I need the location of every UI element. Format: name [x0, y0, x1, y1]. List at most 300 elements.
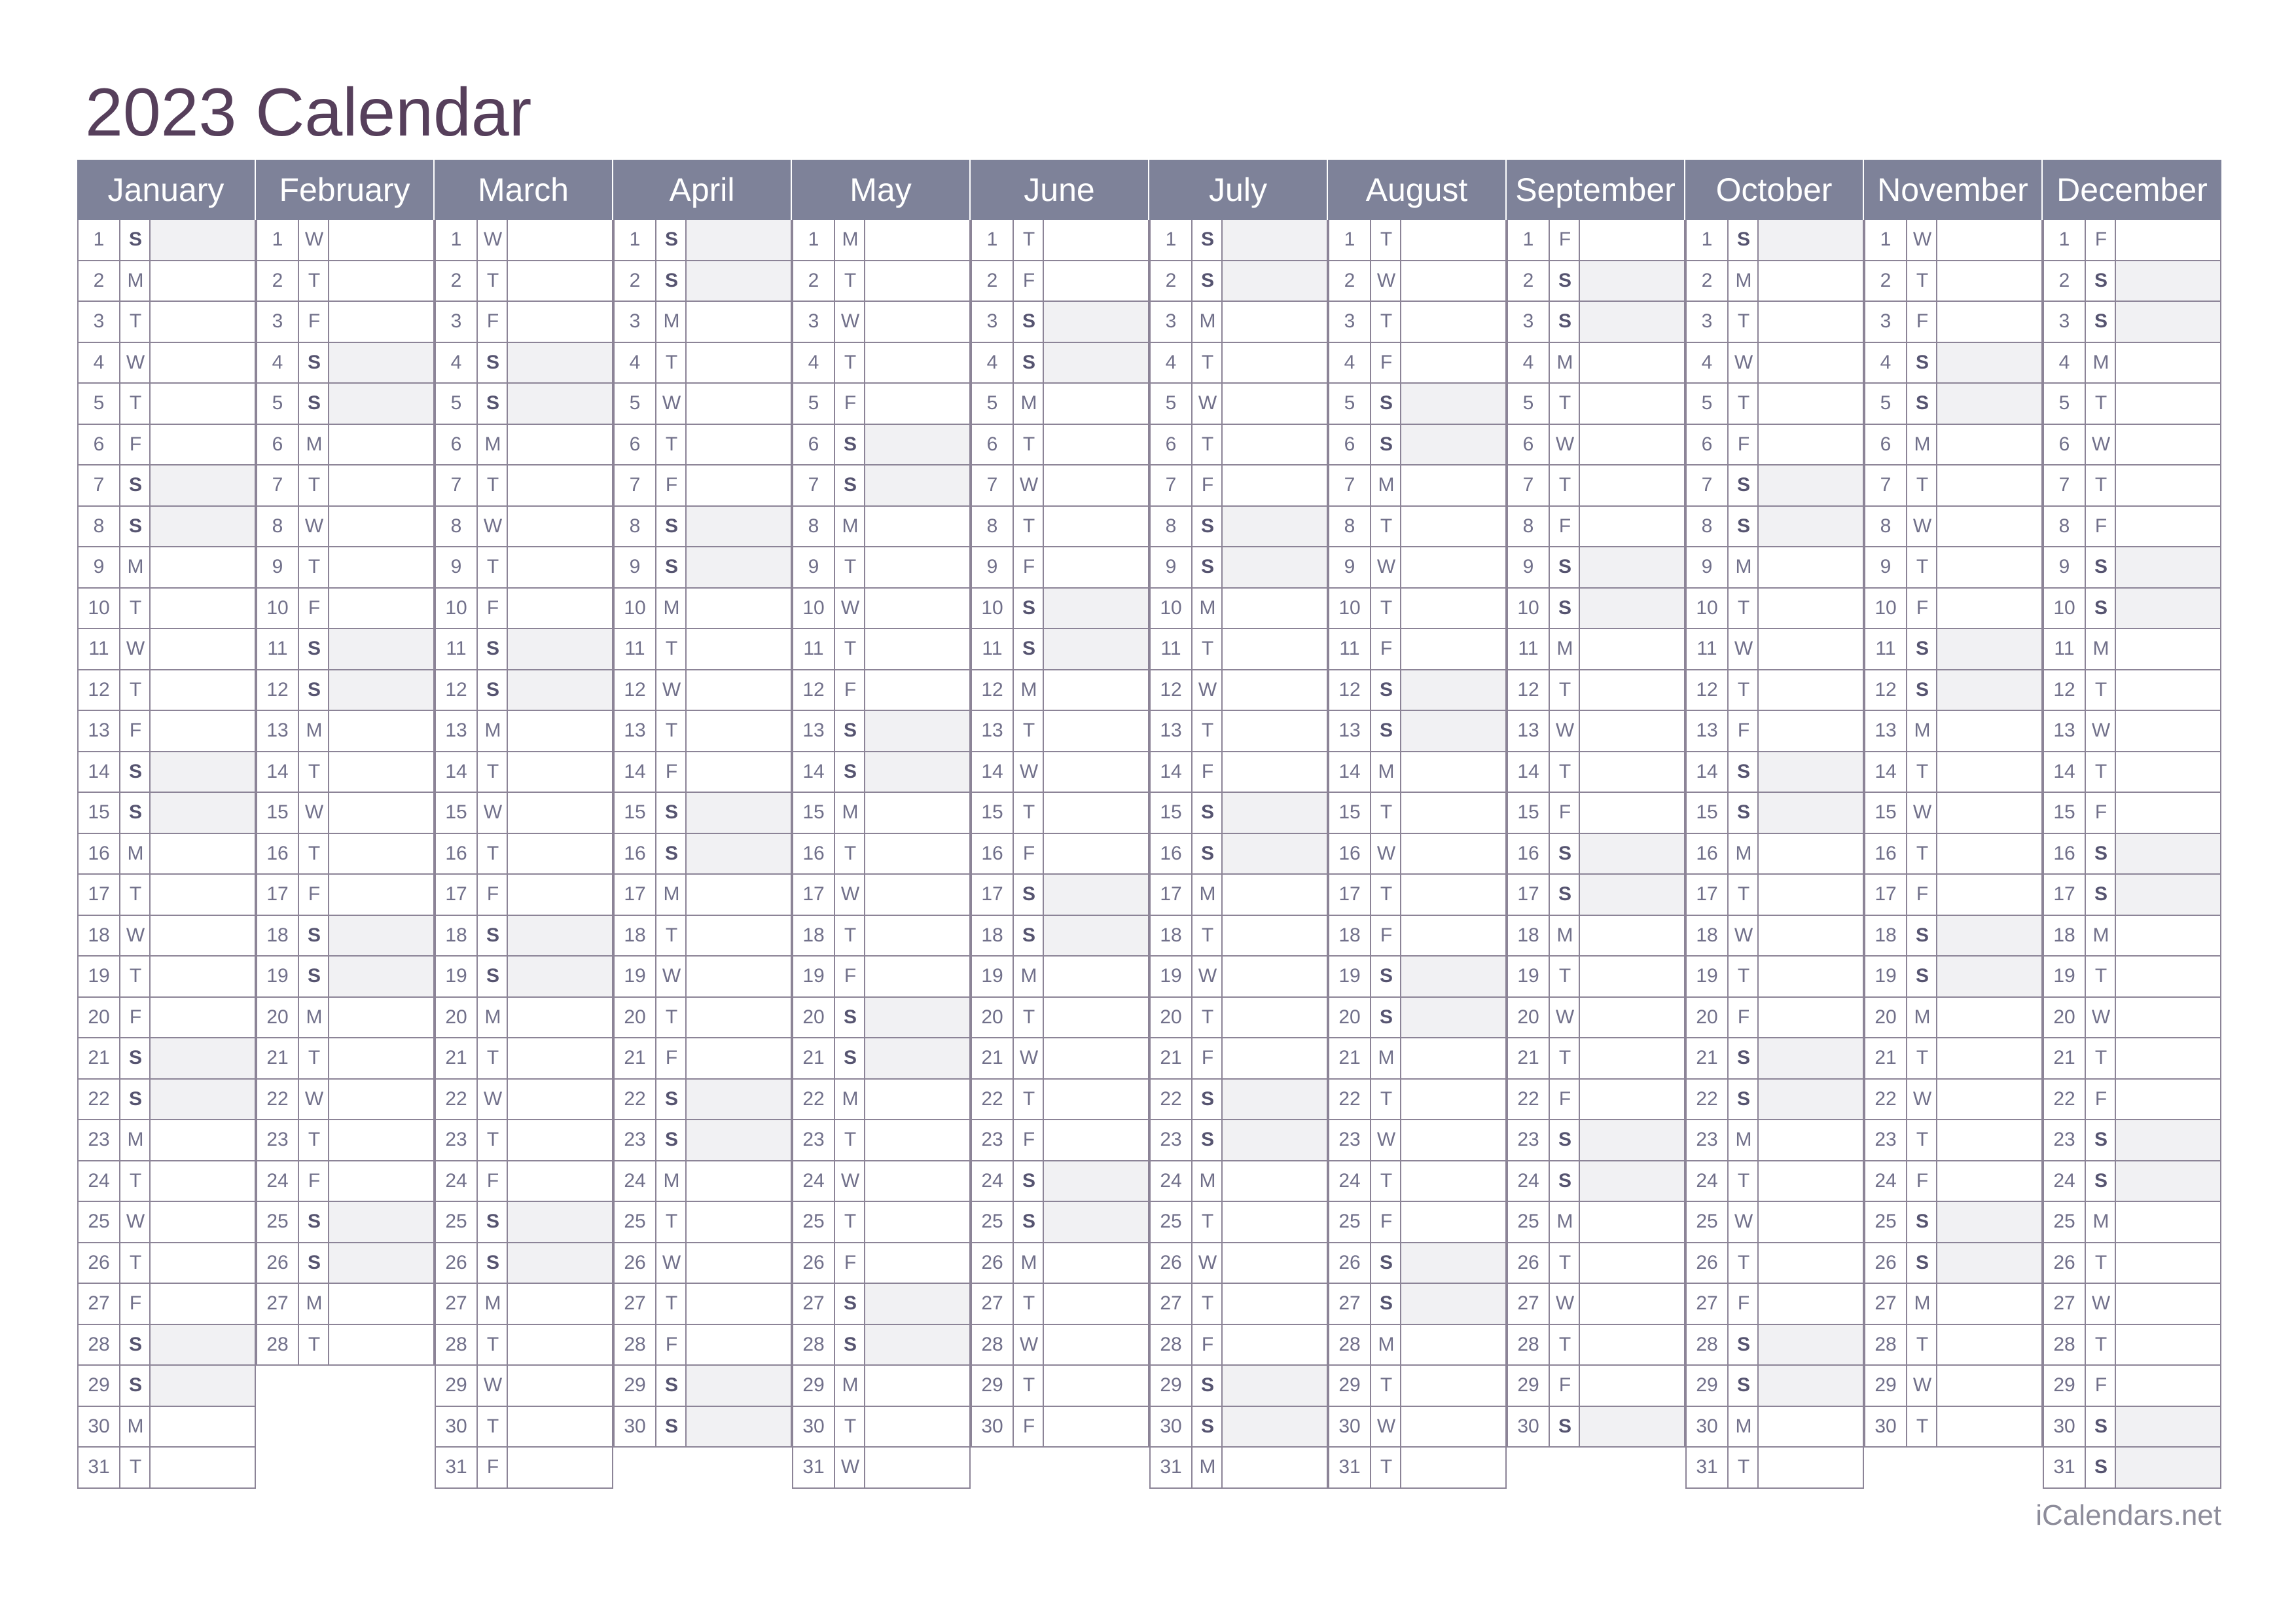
day-row [971, 1120, 1149, 1161]
day-note-cell [1580, 957, 1684, 996]
day-number: 7 [79, 465, 120, 505]
day-note-cell [1937, 465, 2041, 505]
day-note-cell [2116, 875, 2220, 915]
day-row [1507, 261, 1685, 302]
day-number: 6 [1865, 425, 1907, 465]
weekday-letter: T [122, 670, 151, 710]
day-number: 12 [1151, 670, 1193, 710]
weekday-letter: S [1194, 1407, 1223, 1447]
day-note-cell [1580, 1243, 1684, 1283]
day-number: 17 [2044, 875, 2086, 915]
weekday-letter: M [1372, 465, 1401, 505]
day-note-cell [1401, 1407, 1505, 1447]
day-note-cell [1044, 1120, 1148, 1160]
day-number: 9 [1687, 547, 1729, 587]
weekday-letter: S [1194, 1120, 1223, 1160]
weekday-letter: W [122, 1202, 151, 1242]
day-row [435, 1120, 613, 1161]
day-note-cell [1401, 1366, 1505, 1406]
day-number: 14 [1865, 752, 1907, 792]
day-number: 2 [1508, 261, 1550, 301]
day-number: 12 [436, 670, 478, 710]
day-note-cell [1401, 711, 1505, 751]
day-note-cell [329, 384, 433, 424]
weekday-letter: M [836, 1080, 865, 1120]
weekday-letter: S [1730, 1080, 1759, 1120]
day-note-cell [329, 629, 433, 669]
day-note-cell [151, 1080, 255, 1120]
day-row [1507, 425, 1685, 466]
day-number: 10 [1687, 589, 1729, 629]
day-number: 4 [1865, 343, 1907, 383]
day-number: 15 [1329, 793, 1371, 833]
weekday-letter: M [1551, 629, 1580, 669]
weekday-letter: W [658, 670, 687, 710]
day-row [2043, 1448, 2221, 1489]
day-number: 15 [1687, 793, 1729, 833]
day-row [1685, 1080, 1864, 1121]
day-row [613, 1038, 792, 1080]
day-note-cell [1759, 875, 1863, 915]
day-number: 12 [1508, 670, 1550, 710]
weekday-letter: W [658, 1243, 687, 1283]
day-note-cell [151, 957, 255, 996]
day-row [1149, 916, 1328, 957]
weekday-letter: S [122, 793, 151, 833]
day-note-cell [508, 1202, 612, 1242]
day-note-cell [151, 670, 255, 710]
weekday-letter: T [1372, 1366, 1401, 1406]
day-note-cell [1759, 1366, 1863, 1406]
day-row [971, 589, 1149, 630]
day-row [1507, 507, 1685, 548]
day-number: 31 [793, 1448, 835, 1487]
day-note-cell [2116, 1407, 2220, 1447]
day-number: 8 [1329, 507, 1371, 547]
day-note-cell [1044, 1284, 1148, 1324]
weekday-letter: F [1194, 1038, 1223, 1078]
day-note-cell [151, 998, 255, 1038]
day-number: 19 [257, 957, 299, 996]
day-row [1685, 220, 1864, 261]
day-number: 8 [793, 507, 835, 547]
day-row [435, 1325, 613, 1366]
day-note-cell [1759, 1407, 1863, 1447]
day-number: 3 [1687, 302, 1729, 342]
weekday-letter: T [1551, 1243, 1580, 1283]
day-number: 1 [79, 220, 120, 260]
day-number: 16 [436, 834, 478, 874]
weekday-letter: S [658, 1366, 687, 1406]
day-number: 28 [1687, 1325, 1729, 1365]
day-row [1864, 1161, 2043, 1203]
day-note-cell [687, 1284, 791, 1324]
day-note-cell [1759, 261, 1863, 301]
day-note-cell [329, 465, 433, 505]
day-row [971, 425, 1149, 466]
weekday-letter: T [1551, 670, 1580, 710]
day-note-cell [508, 957, 612, 996]
day-note-cell [865, 589, 969, 629]
weekday-letter: S [122, 220, 151, 260]
weekday-letter: T [1194, 1284, 1223, 1324]
weekday-letter: F [836, 384, 865, 424]
month-header: October [1685, 160, 1864, 220]
day-number: 30 [1151, 1407, 1193, 1447]
day-row [1328, 957, 1507, 998]
day-number: 26 [1865, 1243, 1907, 1283]
day-number: 26 [79, 1243, 120, 1283]
day-number: 19 [436, 957, 478, 996]
day-number: 11 [1687, 629, 1729, 669]
day-number: 21 [972, 1038, 1014, 1078]
day-note-cell [2116, 1448, 2220, 1487]
day-note-cell [2116, 1284, 2220, 1324]
day-number: 8 [972, 507, 1014, 547]
day-row [1507, 834, 1685, 875]
day-note-cell [1044, 1243, 1148, 1283]
weekday-letter: W [2087, 998, 2116, 1038]
weekday-letter: T [658, 629, 687, 669]
weekday-letter: W [836, 589, 865, 629]
day-number: 6 [615, 425, 656, 465]
day-row [1149, 711, 1328, 752]
day-note-cell [508, 998, 612, 1038]
weekday-letter: T [479, 1325, 508, 1365]
day-number: 26 [1508, 1243, 1550, 1283]
day-number: 31 [1687, 1448, 1729, 1487]
weekday-letter: S [658, 834, 687, 874]
day-number: 20 [1687, 998, 1729, 1038]
weekday-letter: S [1551, 302, 1580, 342]
day-note-cell [687, 916, 791, 956]
day-note-cell [1401, 670, 1505, 710]
day-note-cell [1401, 957, 1505, 996]
weekday-letter: T [479, 261, 508, 301]
weekday-letter: M [122, 834, 151, 874]
day-number: 26 [2044, 1243, 2086, 1283]
day-number: 26 [1687, 1243, 1729, 1283]
day-number: 20 [615, 998, 656, 1038]
day-row [792, 629, 971, 670]
day-note-cell [151, 875, 255, 915]
weekday-letter: S [1372, 711, 1401, 751]
day-number: 2 [793, 261, 835, 301]
day-row [1149, 1038, 1328, 1080]
day-number: 29 [436, 1366, 478, 1406]
day-number: 6 [79, 425, 120, 465]
day-note-cell [1044, 711, 1148, 751]
day-row [1507, 998, 1685, 1039]
day-row [971, 752, 1149, 793]
day-note-cell [865, 1366, 969, 1406]
day-number: 27 [257, 1284, 299, 1324]
day-row [792, 1407, 971, 1448]
weekday-letter: T [1372, 1161, 1401, 1201]
weekday-letter: F [2087, 1080, 2116, 1120]
day-number: 31 [79, 1448, 120, 1487]
weekday-letter: T [1730, 1243, 1759, 1283]
weekday-letter: T [658, 916, 687, 956]
day-row [1864, 1407, 2043, 1448]
day-row [77, 302, 256, 343]
day-number: 27 [793, 1284, 835, 1324]
day-note-cell [1223, 629, 1327, 669]
day-row [435, 834, 613, 875]
day-number: 16 [1329, 834, 1371, 874]
day-row [971, 261, 1149, 302]
weekday-letter: S [1015, 343, 1044, 383]
weekday-letter: S [836, 998, 865, 1038]
day-number: 27 [1687, 1284, 1729, 1324]
weekday-letter: M [479, 998, 508, 1038]
day-number: 8 [436, 507, 478, 547]
weekday-letter: T [479, 752, 508, 792]
day-note-cell [1937, 302, 2041, 342]
day-note-cell [687, 589, 791, 629]
day-number: 5 [793, 384, 835, 424]
day-note-cell [865, 384, 969, 424]
day-note-cell [1580, 793, 1684, 833]
day-note-cell [1401, 875, 1505, 915]
day-row [1328, 629, 1507, 670]
day-number: 8 [1865, 507, 1907, 547]
day-note-cell [1759, 670, 1863, 710]
weekday-letter: T [1909, 1120, 1937, 1160]
day-number: 11 [1329, 629, 1371, 669]
weekday-letter: T [1551, 957, 1580, 996]
day-row [1149, 793, 1328, 834]
day-row [971, 1080, 1149, 1121]
day-number: 9 [79, 547, 120, 587]
day-note-cell [151, 1284, 255, 1324]
day-number: 1 [793, 220, 835, 260]
day-number: 17 [436, 875, 478, 915]
day-number: 28 [793, 1325, 835, 1365]
day-number: 16 [972, 834, 1014, 874]
day-row [1685, 711, 1864, 752]
day-row [613, 425, 792, 466]
weekday-letter: M [1551, 343, 1580, 383]
weekday-letter: S [1372, 1284, 1401, 1324]
day-note-cell [1044, 670, 1148, 710]
day-note-cell [687, 1202, 791, 1242]
day-row [435, 547, 613, 589]
day-number: 8 [257, 507, 299, 547]
weekday-letter: F [1372, 916, 1401, 956]
day-number: 13 [1508, 711, 1550, 751]
day-number: 4 [1508, 343, 1550, 383]
day-note-cell [1759, 1284, 1863, 1324]
day-row [2043, 1161, 2221, 1203]
day-row [792, 343, 971, 384]
day-row [1149, 343, 1328, 384]
day-number: 9 [1151, 547, 1193, 587]
day-number: 5 [436, 384, 478, 424]
day-number: 7 [1151, 465, 1193, 505]
day-note-cell [865, 465, 969, 505]
day-row [1328, 1243, 1507, 1285]
day-row [1685, 1243, 1864, 1285]
day-row [613, 998, 792, 1039]
day-row [971, 957, 1149, 998]
day-note-cell [1401, 507, 1505, 547]
month-header: January [77, 160, 256, 220]
day-row [1149, 834, 1328, 875]
day-row [613, 916, 792, 957]
day-number: 28 [436, 1325, 478, 1365]
weekday-letter: M [1194, 875, 1223, 915]
day-row [256, 1284, 435, 1325]
day-row [77, 1161, 256, 1203]
month-header: July [1149, 160, 1328, 220]
day-number: 8 [1508, 507, 1550, 547]
day-note-cell [687, 752, 791, 792]
day-note-cell [1937, 752, 2041, 792]
day-number: 11 [79, 629, 120, 669]
day-row [2043, 711, 2221, 752]
day-number: 1 [257, 220, 299, 260]
weekday-letter: F [2087, 793, 2116, 833]
day-note-cell [1401, 834, 1505, 874]
day-note-cell [151, 589, 255, 629]
day-note-cell [151, 1448, 255, 1487]
day-note-cell [1580, 1407, 1684, 1447]
weekday-letter: T [1194, 916, 1223, 956]
weekday-letter: W [1730, 916, 1759, 956]
day-note-cell [508, 1366, 612, 1406]
day-row [613, 957, 792, 998]
day-note-cell [687, 302, 791, 342]
day-note-cell [865, 998, 969, 1038]
weekday-letter: S [1194, 507, 1223, 547]
weekday-letter: S [1372, 384, 1401, 424]
day-note-cell [508, 507, 612, 547]
day-row [2043, 1407, 2221, 1448]
day-row [2043, 916, 2221, 957]
day-number: 15 [1508, 793, 1550, 833]
day-note-cell [329, 547, 433, 587]
day-note-cell [508, 1080, 612, 1120]
weekday-letter: M [122, 547, 151, 587]
day-note-cell [1401, 1161, 1505, 1201]
weekday-letter: F [658, 1325, 687, 1365]
day-note-cell [865, 1284, 969, 1324]
weekday-letter: T [1551, 384, 1580, 424]
day-row [971, 670, 1149, 712]
day-row [792, 1243, 971, 1285]
weekday-letter: W [658, 384, 687, 424]
day-number: 26 [972, 1243, 1014, 1283]
day-note-cell [2116, 1325, 2220, 1365]
day-row [256, 1038, 435, 1080]
day-note-cell [1580, 261, 1684, 301]
day-note-cell [1044, 261, 1148, 301]
day-note-cell [865, 261, 969, 301]
weekday-letter: S [1194, 220, 1223, 260]
day-note-cell [1223, 998, 1327, 1038]
day-row [2043, 302, 2221, 343]
weekday-letter: S [1730, 465, 1759, 505]
day-row [792, 957, 971, 998]
day-note-cell [1401, 998, 1505, 1038]
day-number: 20 [79, 998, 120, 1038]
day-note-cell [1580, 629, 1684, 669]
day-number: 19 [615, 957, 656, 996]
day-number: 6 [1508, 425, 1550, 465]
day-number: 25 [615, 1202, 656, 1242]
day-note-cell [1759, 547, 1863, 587]
day-row [613, 1080, 792, 1121]
weekday-letter: T [1909, 465, 1937, 505]
weekday-letter: T [122, 1448, 151, 1487]
day-number: 12 [257, 670, 299, 710]
day-note-cell [687, 1161, 791, 1201]
weekday-letter: F [1194, 752, 1223, 792]
weekday-letter: S [2087, 834, 2116, 874]
day-row [1328, 425, 1507, 466]
day-row [1149, 1080, 1328, 1121]
day-row [613, 1284, 792, 1325]
day-row [1149, 1325, 1328, 1366]
weekday-letter: W [1551, 425, 1580, 465]
weekday-letter: T [1372, 302, 1401, 342]
day-number: 8 [1687, 507, 1729, 547]
day-row [435, 875, 613, 916]
weekday-letter: F [479, 589, 508, 629]
day-note-cell [1759, 1325, 1863, 1365]
day-note-cell [151, 261, 255, 301]
day-row [1864, 1202, 2043, 1243]
day-row [792, 302, 971, 343]
weekday-letter: T [658, 343, 687, 383]
weekday-letter: T [300, 1038, 329, 1078]
day-row [2043, 834, 2221, 875]
day-note-cell [2116, 793, 2220, 833]
day-note-cell [1937, 1120, 2041, 1160]
day-row [1685, 547, 1864, 589]
day-number: 27 [79, 1284, 120, 1324]
day-note-cell [687, 875, 791, 915]
weekday-letter: S [1372, 425, 1401, 465]
day-note-cell [1580, 670, 1684, 710]
day-note-cell [1937, 916, 2041, 956]
day-number: 28 [2044, 1325, 2086, 1365]
day-note-cell [687, 507, 791, 547]
weekday-letter: S [479, 1243, 508, 1283]
weekday-letter: T [1015, 1366, 1044, 1406]
day-note-cell [508, 793, 612, 833]
day-row [1864, 547, 2043, 589]
day-row [1685, 1366, 1864, 1407]
day-row [2043, 425, 2221, 466]
day-number: 5 [257, 384, 299, 424]
day-number: 16 [1865, 834, 1907, 874]
weekday-letter: F [1909, 1161, 1937, 1201]
day-row [435, 1161, 613, 1203]
day-number: 15 [257, 793, 299, 833]
day-number: 31 [1329, 1448, 1371, 1487]
day-number: 18 [2044, 916, 2086, 956]
day-number: 30 [1508, 1407, 1550, 1447]
day-number: 14 [793, 752, 835, 792]
weekday-letter: W [1909, 1080, 1937, 1120]
day-row [613, 1325, 792, 1366]
weekday-letter: M [1730, 834, 1759, 874]
weekday-letter: S [2087, 1120, 2116, 1160]
day-number: 13 [972, 711, 1014, 751]
day-note-cell [508, 1407, 612, 1447]
